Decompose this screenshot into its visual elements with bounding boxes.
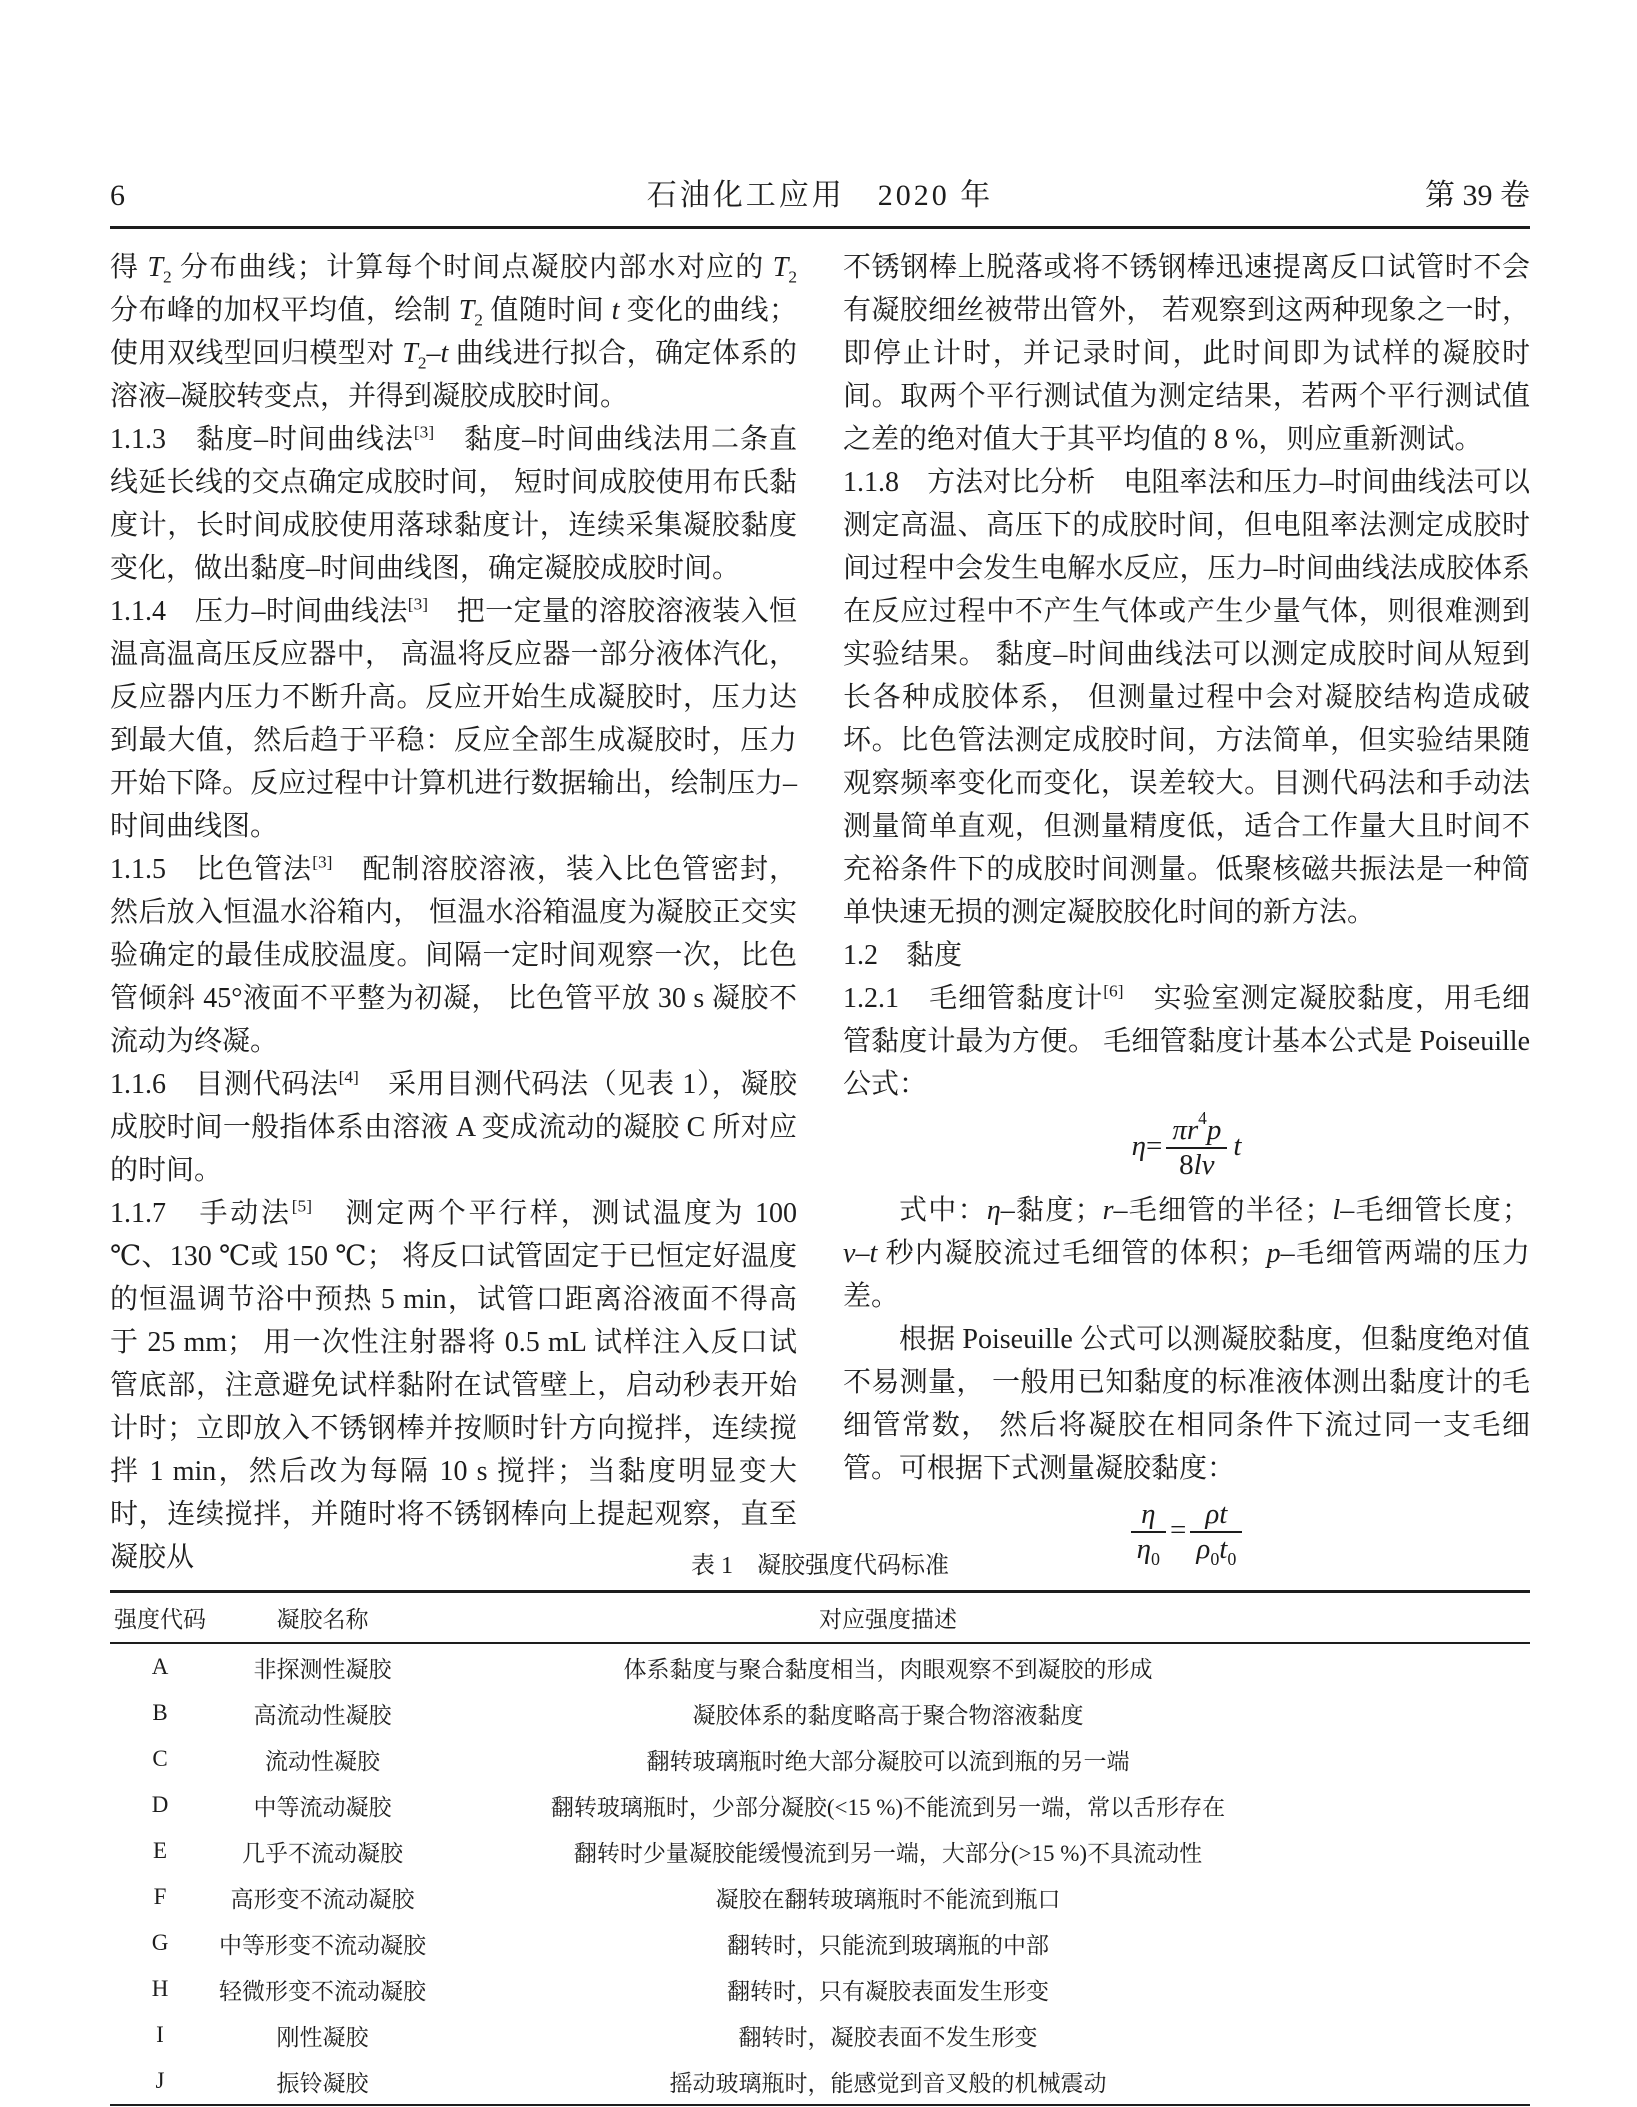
formula-numerator: $\pi r^4p$ [1172, 1108, 1222, 1146]
cell-desc: 翻转玻璃瓶时，少部分凝胶(<15 %)不能流到另一端，常以舌形存在 [550, 1794, 1226, 1820]
section-1-1-3-paragraph: 1.1.3 黏度–时间曲线法[3] 黏度–时间曲线法用二条直线延长线的交点确定成胶时间， 短时间成胶使用布氏黏度计，长时间成胶使用落球黏度计，连续采集凝胶黏度变化，做出黏度–时间曲线图，确定凝胶成胶时间。 [110, 422, 797, 584]
cell-code: F [153, 1884, 167, 1909]
formula-left-denominator: $\eta_0$ [1131, 1531, 1166, 1566]
page-number: 6 [110, 179, 125, 212]
cell-name: 非探测性凝胶 [253, 1656, 392, 1682]
header-rule [110, 226, 1530, 229]
col-header-strength-code: 强度代码 [110, 1592, 210, 1644]
cell-code: A [151, 1654, 169, 1679]
section-1-1-5-paragraph: 1.1.5 比色管法[3] 配制溶胶溶液，装入比色管密封，然后放入恒温水浴箱内， 恒温水浴箱温度为凝胶正交实验确定的最佳成胶温度。间隔一定时间观察一次，比色管倾斜 45°液面不平整为初凝， 比色管平放 30 s 凝胶不流动为终凝。 [110, 852, 797, 1057]
col-header-gel-name: 凝胶名称 [210, 1592, 435, 1644]
cell-name: 中等形变不流动凝胶 [219, 1932, 426, 1958]
cell-code: D [151, 1792, 169, 1817]
section-1-2-1-paragraph: 1.2.1 毛细管黏度计[6] 实验室测定凝胶黏度，用毛细管黏度计最为方便。 毛细管黏度计基本公式是 Poiseuille 公式： [843, 981, 1530, 1100]
paragraph-continued: 得 $T_2$ 分布曲线；计算每个时间点凝胶内部水对应的 $T_2$ 分布峰的加权平均值，绘制 $T_2$ 值随时间 t 变化的曲线；使用双线型回归模型对 $T_2-t$ 曲线进行拟合，确定体系的溶液–凝胶转变点，并得到凝胶成胶时间。 [110, 252, 797, 412]
cell-code: I [156, 2022, 164, 2047]
paragraph-continued: 不锈钢棒上脱落或将不锈钢棒迅速提离反口试管时不会有凝胶细丝被带出管外， 若观察到这两种现象之一时，即停止计时，并记录时间，此时间即为试样的凝胶时间。取两个平行测试值为测定结果，若两个平行测试值之差的绝对值大于其平均值的 8 %，则应重新测试。 [843, 252, 1530, 455]
table-header-row [110, 1592, 1530, 1644]
cell-desc: 翻转玻璃瓶时绝大部分凝胶可以流到瓶的另一端 [646, 1748, 1130, 1774]
section-1-1-6-paragraph: 1.1.6 目测代码法[4] 采用目测代码法（见表 1），凝胶成胶时间一般指体系由溶液 A 变成流动的凝胶 C 所对应的时间。 [110, 1067, 797, 1186]
formula-legend-paragraph: 式中：η–黏度；r–毛细管的半径；l–毛细管长度；v–t 秒内凝胶流过毛细管的体积；p–毛细管两端的压力差。 [843, 1194, 1530, 1312]
gel-strength-code-table [110, 1590, 1530, 2107]
table-row [110, 1874, 1530, 1920]
cell-name: 中等流动凝胶 [253, 1794, 392, 1820]
volume-label: 第 39 卷 [1425, 179, 1530, 212]
cell-desc: 凝胶体系的黏度略高于聚合物溶液黏度 [692, 1702, 1084, 1728]
cell-name: 高形变不流动凝胶 [230, 1886, 415, 1912]
formula-denominator: 8lv [1166, 1147, 1227, 1182]
table-row [110, 2012, 1530, 2058]
section-1-2-heading: 1.2 黏度 [843, 940, 963, 971]
formula-tail: t [1233, 1130, 1242, 1162]
cell-desc: 体系黏度与聚合黏度相当，肉眼观察不到凝胶的形成 [623, 1656, 1153, 1682]
page-header [110, 170, 1530, 214]
cell-desc: 翻转时少量凝胶能缓慢流到另一端，大部分(>15 %)不具流动性 [573, 1840, 1203, 1866]
cell-name: 几乎不流动凝胶 [242, 1840, 403, 1866]
section-1-1-7-paragraph: 1.1.7 手动法[5] 测定两个平行样，测试温度为 100 ℃、130 ℃或 150 ℃； 将反口试管固定于已恒定好温度的恒温调节浴中预热 5 min，试管口距离浴液面不得高于 25 mm； 用一次性注射器将 0.5 mL 试样注入反口试管底部，注意避免试样黏附在试管壁上，启动秒表开始计时；立即放入不锈钢棒并按顺时针方向搅拌，连续搅拌 1 min，然后改为每隔 10 s 搅拌；当黏度明显变大时，连续搅拌，并随时将不锈钢棒向上提起观察，直至凝胶从 [110, 1196, 797, 1573]
cell-code: E [152, 1838, 168, 1863]
cell-desc: 翻转时，只有凝胶表面发生形变 [727, 1978, 1049, 2004]
formula-lhs: η= [1131, 1130, 1163, 1162]
table-caption: 表 1 凝胶强度代码标准 [691, 1553, 949, 1579]
cell-desc: 翻转时，只能流到玻璃瓶的中部 [727, 1932, 1049, 1958]
cell-desc: 翻转时，凝胶表面不发生形变 [738, 2024, 1038, 2050]
formula-right-denominator: $\rho_0t_0$ [1190, 1531, 1242, 1566]
table-row [110, 1736, 1530, 1782]
formula-right-numerator: ρt [1205, 1497, 1228, 1530]
cell-desc: 摇动玻璃瓶时，能感觉到音叉般的机械震动 [669, 2070, 1107, 2096]
section-1-1-8-paragraph: 1.1.8 方法对比分析 电阻率法和压力–时间曲线法可以测定高温、高压下的成胶时间，但电阻率法测定成胶时间过程中会发生电解水反应，压力–时间曲线法成胶体系在反应过程中不产生气体或产生少量气体，则很难测到实验结果。 黏度–时间曲线法可以测定成胶时间从短到长各种成胶体系， 但测量过程中会对凝胶结构造成破坏。比色管法测定成胶时间，方法简单，但实验结果随观察频率变化而变化，误差较大。目测代码法和手动法测量简单直观，但测量精度低，适合工作量大且时间不充裕条件下的成胶时间测量。低聚核磁共振法是一种简单快速无损的测定凝胶胶化时间的新方法。 [843, 467, 1530, 928]
table-row [110, 1828, 1530, 1874]
table-row [110, 2058, 1530, 2107]
table-row [110, 1920, 1530, 1966]
article-body [110, 246, 1530, 1579]
table-row [110, 1643, 1530, 1690]
formula-fraction [1166, 1108, 1227, 1183]
table-row [110, 1690, 1530, 1736]
journal-title: 石油化工应用 2020 年 [646, 179, 994, 212]
cell-code: C [152, 1746, 168, 1771]
section-1-1-4-paragraph: 1.1.4 压力–时间曲线法[3] 把一定量的溶胶溶液装入恒温高温高压反应器中， 高温将反应器一部分液体汽化，反应器内压力不断升高。反应开始生成凝胶时，压力达到最大值，然后趋于平稳：反应全部生成凝胶时，压力开始下降。反应过程中计算机进行数据输出，绘制压力–时间曲线图。 [110, 594, 797, 842]
cell-name: 流动性凝胶 [265, 1748, 380, 1774]
table-row [110, 1966, 1530, 2012]
left-column [110, 246, 797, 1579]
poiseuille-formula [843, 1108, 1530, 1183]
formula-equals: = [1170, 1513, 1187, 1546]
cell-name: 轻微形变不流动凝胶 [219, 1978, 426, 2004]
cell-name: 高流动性凝胶 [253, 1702, 392, 1728]
cell-code: J [155, 2068, 165, 2093]
cell-code: B [152, 1700, 168, 1725]
cell-name: 刚性凝胶 [276, 2024, 369, 2050]
formula-left-numerator: η [1141, 1497, 1156, 1530]
cell-name: 振铃凝胶 [276, 2070, 369, 2096]
cell-desc: 凝胶在翻转玻璃瓶时不能流到瓶口 [715, 1886, 1061, 1912]
table-row [110, 1782, 1530, 1828]
col-header-strength-description: 对应强度描述 [435, 1592, 1530, 1644]
table-1-block [110, 1545, 1530, 2107]
cell-code: G [151, 1930, 169, 1955]
cell-code: H [151, 1976, 169, 2001]
right-column [843, 246, 1530, 1579]
viscosity-measure-paragraph: 根据 Poiseuille 公式可以测凝胶黏度，但黏度绝对值不易测量， 一般用已知黏度的标准液体测出黏度计的毛细管常数， 然后将凝胶在相同条件下流过同一支毛细管。可根据下式测量凝胶黏度： [843, 1323, 1530, 1484]
